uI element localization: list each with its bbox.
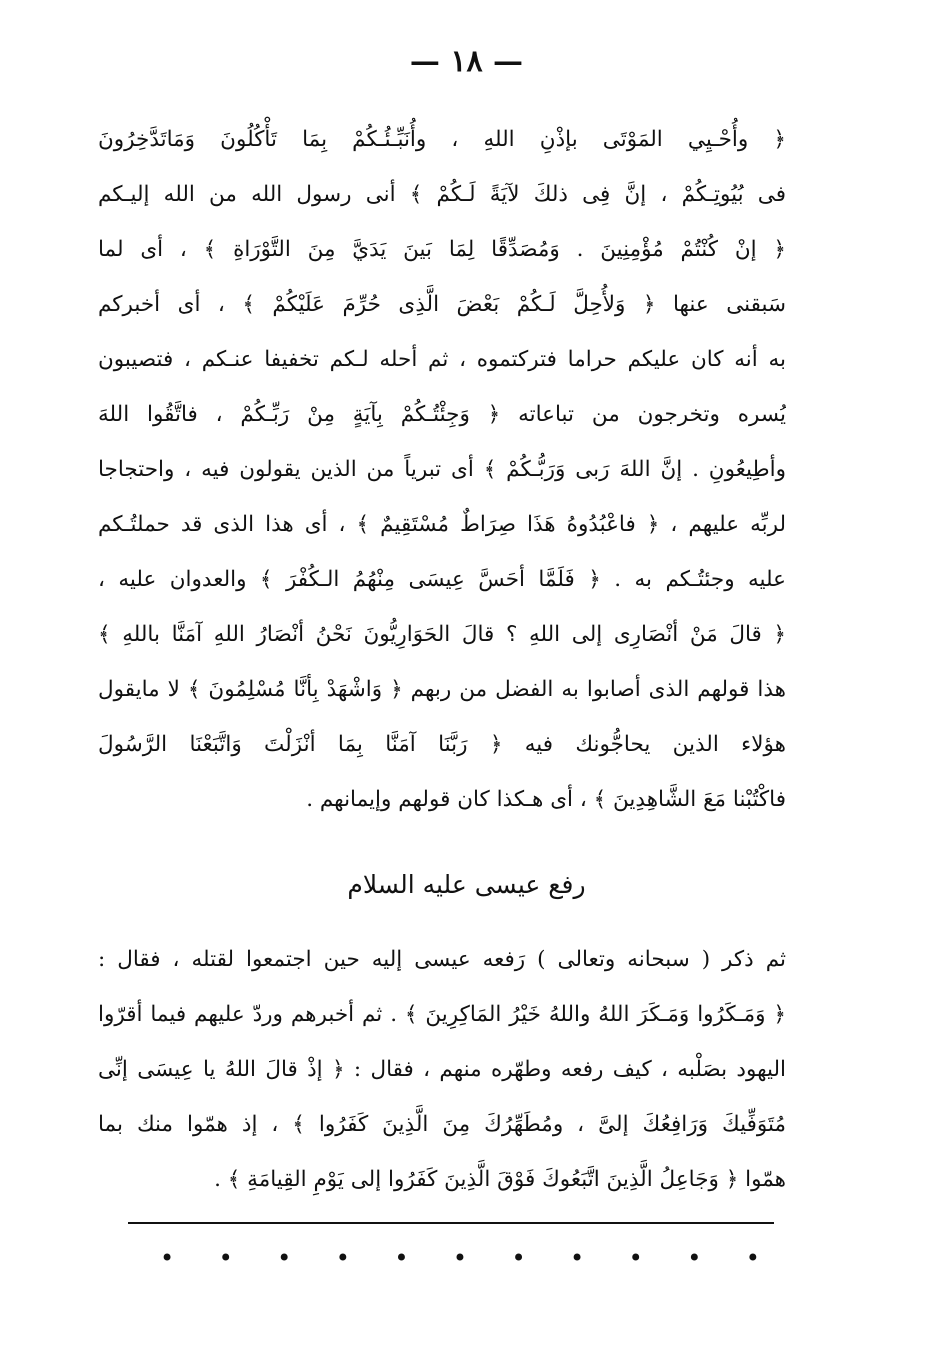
footer-dot: • [511, 1244, 526, 1272]
text-line: ثم ذكر ( سبحانه وتعالى ) رَفعه عيسى إليه حين اجتمعوا لقتله ، فقال : [98, 947, 786, 972]
text-line: وأطِيعُونِ . إنَّ اللهَ رَبى وَرَبُّـكُمْ ﴾ أى تبرياً من الذين يقولون فيه ، واحتجاجا [98, 457, 786, 482]
text-line: اليهود بصَلْبه ، كيف رفعه وطهّره منهم ، فقال : ﴿ إذْ قالَ اللهُ يا عِيسَى إنِّى [98, 1057, 786, 1082]
page-number: — ١٨ — [409, 44, 524, 79]
footer-dot: • [218, 1244, 233, 1272]
footer-dot: • [160, 1244, 175, 1272]
footer-dot: • [277, 1244, 292, 1272]
text-line: ﴿ قالَ مَنْ أنْصَارِى إلى اللهِ ؟ قالَ الحَوَارِيُّونَ نَحْنُ أنْصَارُ اللهِ آمَنَّا باللهِ ﴾ [98, 622, 786, 647]
text-line: سَبقنى عنها ﴿ وَلأُحِلَّ لَـكُمْ بَعْضَ الَّذِى حُرِّمَ عَلَيْكُمْ ﴾ ، أى أخبركم [98, 292, 786, 317]
text-line: ﴿ وأُحْـيِي المَوْتَى بإذْنِ اللهِ ، وأُنَبِّـئُـكُمْ بِمَا تَأْكُلُونَ وَمَاتَدَّخِرُونَ [98, 127, 786, 152]
text-line: ﴿ إنْ كُنْتُمْ مُؤْمِنِينَ . وَمُصَدِّقًا لِمَا بَينَ يَدَيَّ مِنَ التَّوْرَاةِ ﴾ ، أى لما [98, 237, 786, 262]
text-line: هذا قولهم الذى أصابوا به الفضل من ربهم ﴿ وَاشْهَدْ بِأنَّا مُسْلِمُونَ ﴾ لا مايقول [98, 677, 786, 702]
text-line: ﴿ وَمَـكَرُوا وَمَـكَرَ اللهُ واللهُ خَيْرُ المَاكِرِينَ ﴾ . ثم أخبرهم وردّ عليهم فيما أقرّوا [98, 1002, 786, 1027]
footer-dots [160, 1238, 760, 1278]
text-line: همّوا ﴿ وَجَاعِلُ الَّذِينَ اتَّبَعُوكَ فَوْقَ الَّذِينَ كَفَرُوا إلى يَوْمِ القِيامَةِ ﴾ . [214, 1167, 786, 1192]
footer-dot: • [570, 1244, 585, 1272]
text-line: به أنه كان عليكم حراما فتركتموه ، ثم أحله لـكم تخفيفا عنـكم ، فتصيبون [98, 347, 786, 372]
footer-rule [128, 1222, 774, 1224]
footer-dot: • [452, 1244, 468, 1272]
text-line: مُتَوَفِّيكَ وَرَافِعُكَ إلىَّ ، ومُطَهِّرُكَ مِنَ الَّذِينَ كَفَرُوا ﴾ ، إذ همّوا منك بما [98, 1112, 786, 1137]
body-text-block-1 [98, 112, 786, 827]
text-line: فى بُيُوتِـكُمْ ، إنَّ فِى ذلكَ لآيَةً لَـكُمْ ﴾ أنى رسول الله من الله إليـكم [98, 182, 786, 207]
footer-dot: • [687, 1244, 702, 1272]
text-line: هؤلاء الذين يحاجُّونك فيه ﴿ رَبَّنَا آمَنَّا بِمَا أنْزَلْتَ وَاتَّبَعْنَا الرَّسُولَ [98, 732, 786, 757]
body-text-block-2 [98, 932, 786, 1207]
section-heading: رفع عيسى عليه السلام [347, 870, 586, 899]
footer-dot: • [394, 1244, 409, 1272]
text-line: يُسره وتخرجون من تباعاته ﴿ وَجِئْتُـكُمْ بِآيَةٍ مِنْ رَبِّـكُمْ ، فاتَّقُوا اللهَ [98, 402, 786, 427]
footer-dot: • [335, 1244, 350, 1272]
text-line: فاكْتُبْنا مَعَ الشَّاهِدِينَ ﴾ ، أى هـكذا كان قولهم وإيمانهم . [306, 787, 786, 812]
text-line: عليه وجئتُـكم به . ﴿ فَلَمَّا أحَسَّ عِيسَى مِنْهُمُ الـكُفْرَ ﴾ والعدوان عليه ، [98, 567, 786, 592]
text-line: لربِّه عليهم ، ﴿ فاعْبُدُوهُ هَذَا صِرَاطٌ مُسْتَقِيمٌ ﴾ ، أى هذا الذى قد حملتُـكم [98, 512, 786, 537]
footer-dot: • [628, 1244, 643, 1272]
footer-dot: • [745, 1244, 760, 1272]
